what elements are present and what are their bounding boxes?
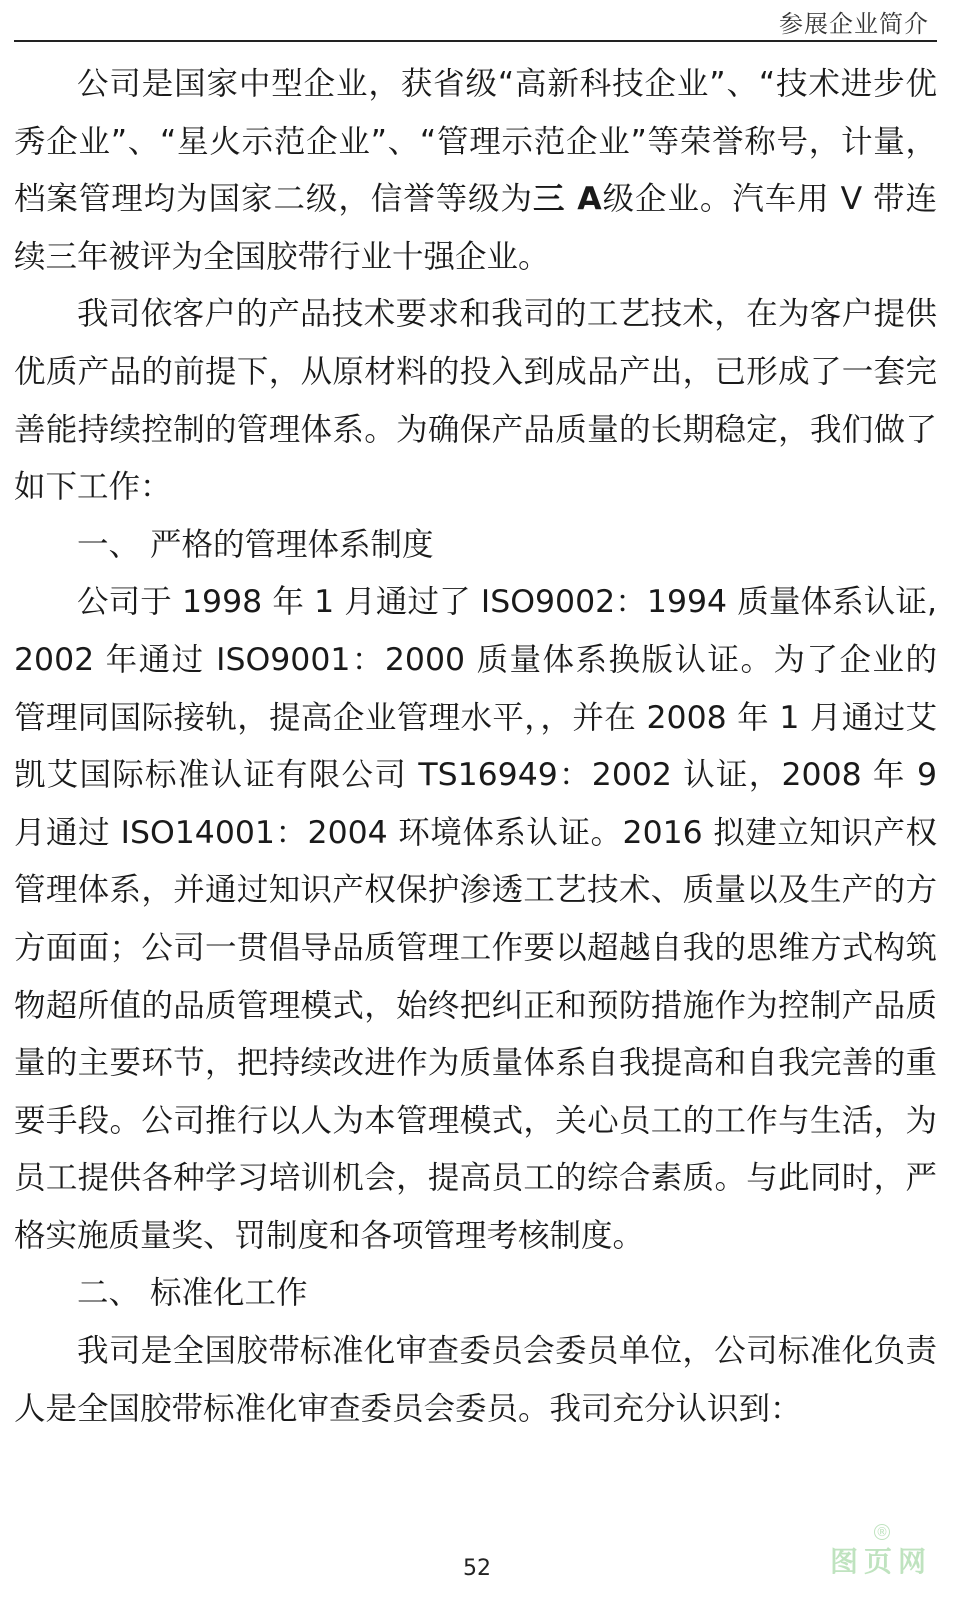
page-header <box>14 0 937 42</box>
paragraph-intro-text-b: 级企业。汽车用 V 带连续三年被评为全国胶带行业十强企业。 <box>14 181 937 275</box>
watermark-registered-mark: ® <box>876 1525 888 1539</box>
paragraph-certifications: 公司于 1998 年 1 月通过了 ISO9002：1994 质量体系认证,2002 年通过 ISO9001：2000 质量体系换版认证。为了企业的管理同国际接轨，提高企业管理水平，，并在 2008 年 1 月通过艾凯艾国际标准认证有限公司 TS16949：2002 认证，2008 年 9 月通过 ISO14001：2004 环境体系认证。2016 拟建立知识产权管理体系，并通过知识产权保护渗透工艺技术、质量以及生产的方方面面；公司一贯倡导品质管理工作要以超越自我的思维方式构筑物超所值的品质管理模式，始终把纠正和预防措施作为控制产品质量的主要环节，把持续改进作为质量体系自我提高和自我完善的重要手段。公司推行以人为本管理模式，关心员工的工作与生活，为员工提供各种学习培训机会，提高员工的综合素质。与此同时，严格实施质量奖、罚制度和各项管理考核制度。 <box>14 584 937 1254</box>
credit-rating: 三 A <box>532 181 602 218</box>
page-number: 52 <box>463 1556 491 1581</box>
section-heading-standardization: 二、 标准化工作 <box>77 1275 308 1312</box>
paragraph-quality-system: 我司依客户的产品技术要求和我司的工艺技术，在为客户提供优质产品的前提下，从原材料的投入到成品产出，已形成了一套完善能持续控制的管理体系。为确保产品质量的长期稳定，我们做了如下工作： <box>14 296 937 506</box>
paragraph-intro-text-a: 公司是国家中型企业，获省级“高新科技企业”、“技术进步优秀企业”、“星火示范企业”、“管理示范企业”等荣誉称号，计量，档案管理均为国家二级，信誉等级为 <box>14 66 937 218</box>
section-heading-management: 一、 严格的管理体系制度 <box>77 526 434 563</box>
document-body <box>14 56 937 1438</box>
header-title: 参展企业简介 <box>779 10 929 38</box>
watermark-logo: 图页网 <box>829 1545 932 1578</box>
paragraph-standardization: 我司是全国胶带标准化审查委员会委员单位，公司标准化负责人是全国胶带标准化审查委员会委员。我司充分认识到： <box>14 1333 937 1427</box>
paragraph-intro <box>14 56 937 286</box>
